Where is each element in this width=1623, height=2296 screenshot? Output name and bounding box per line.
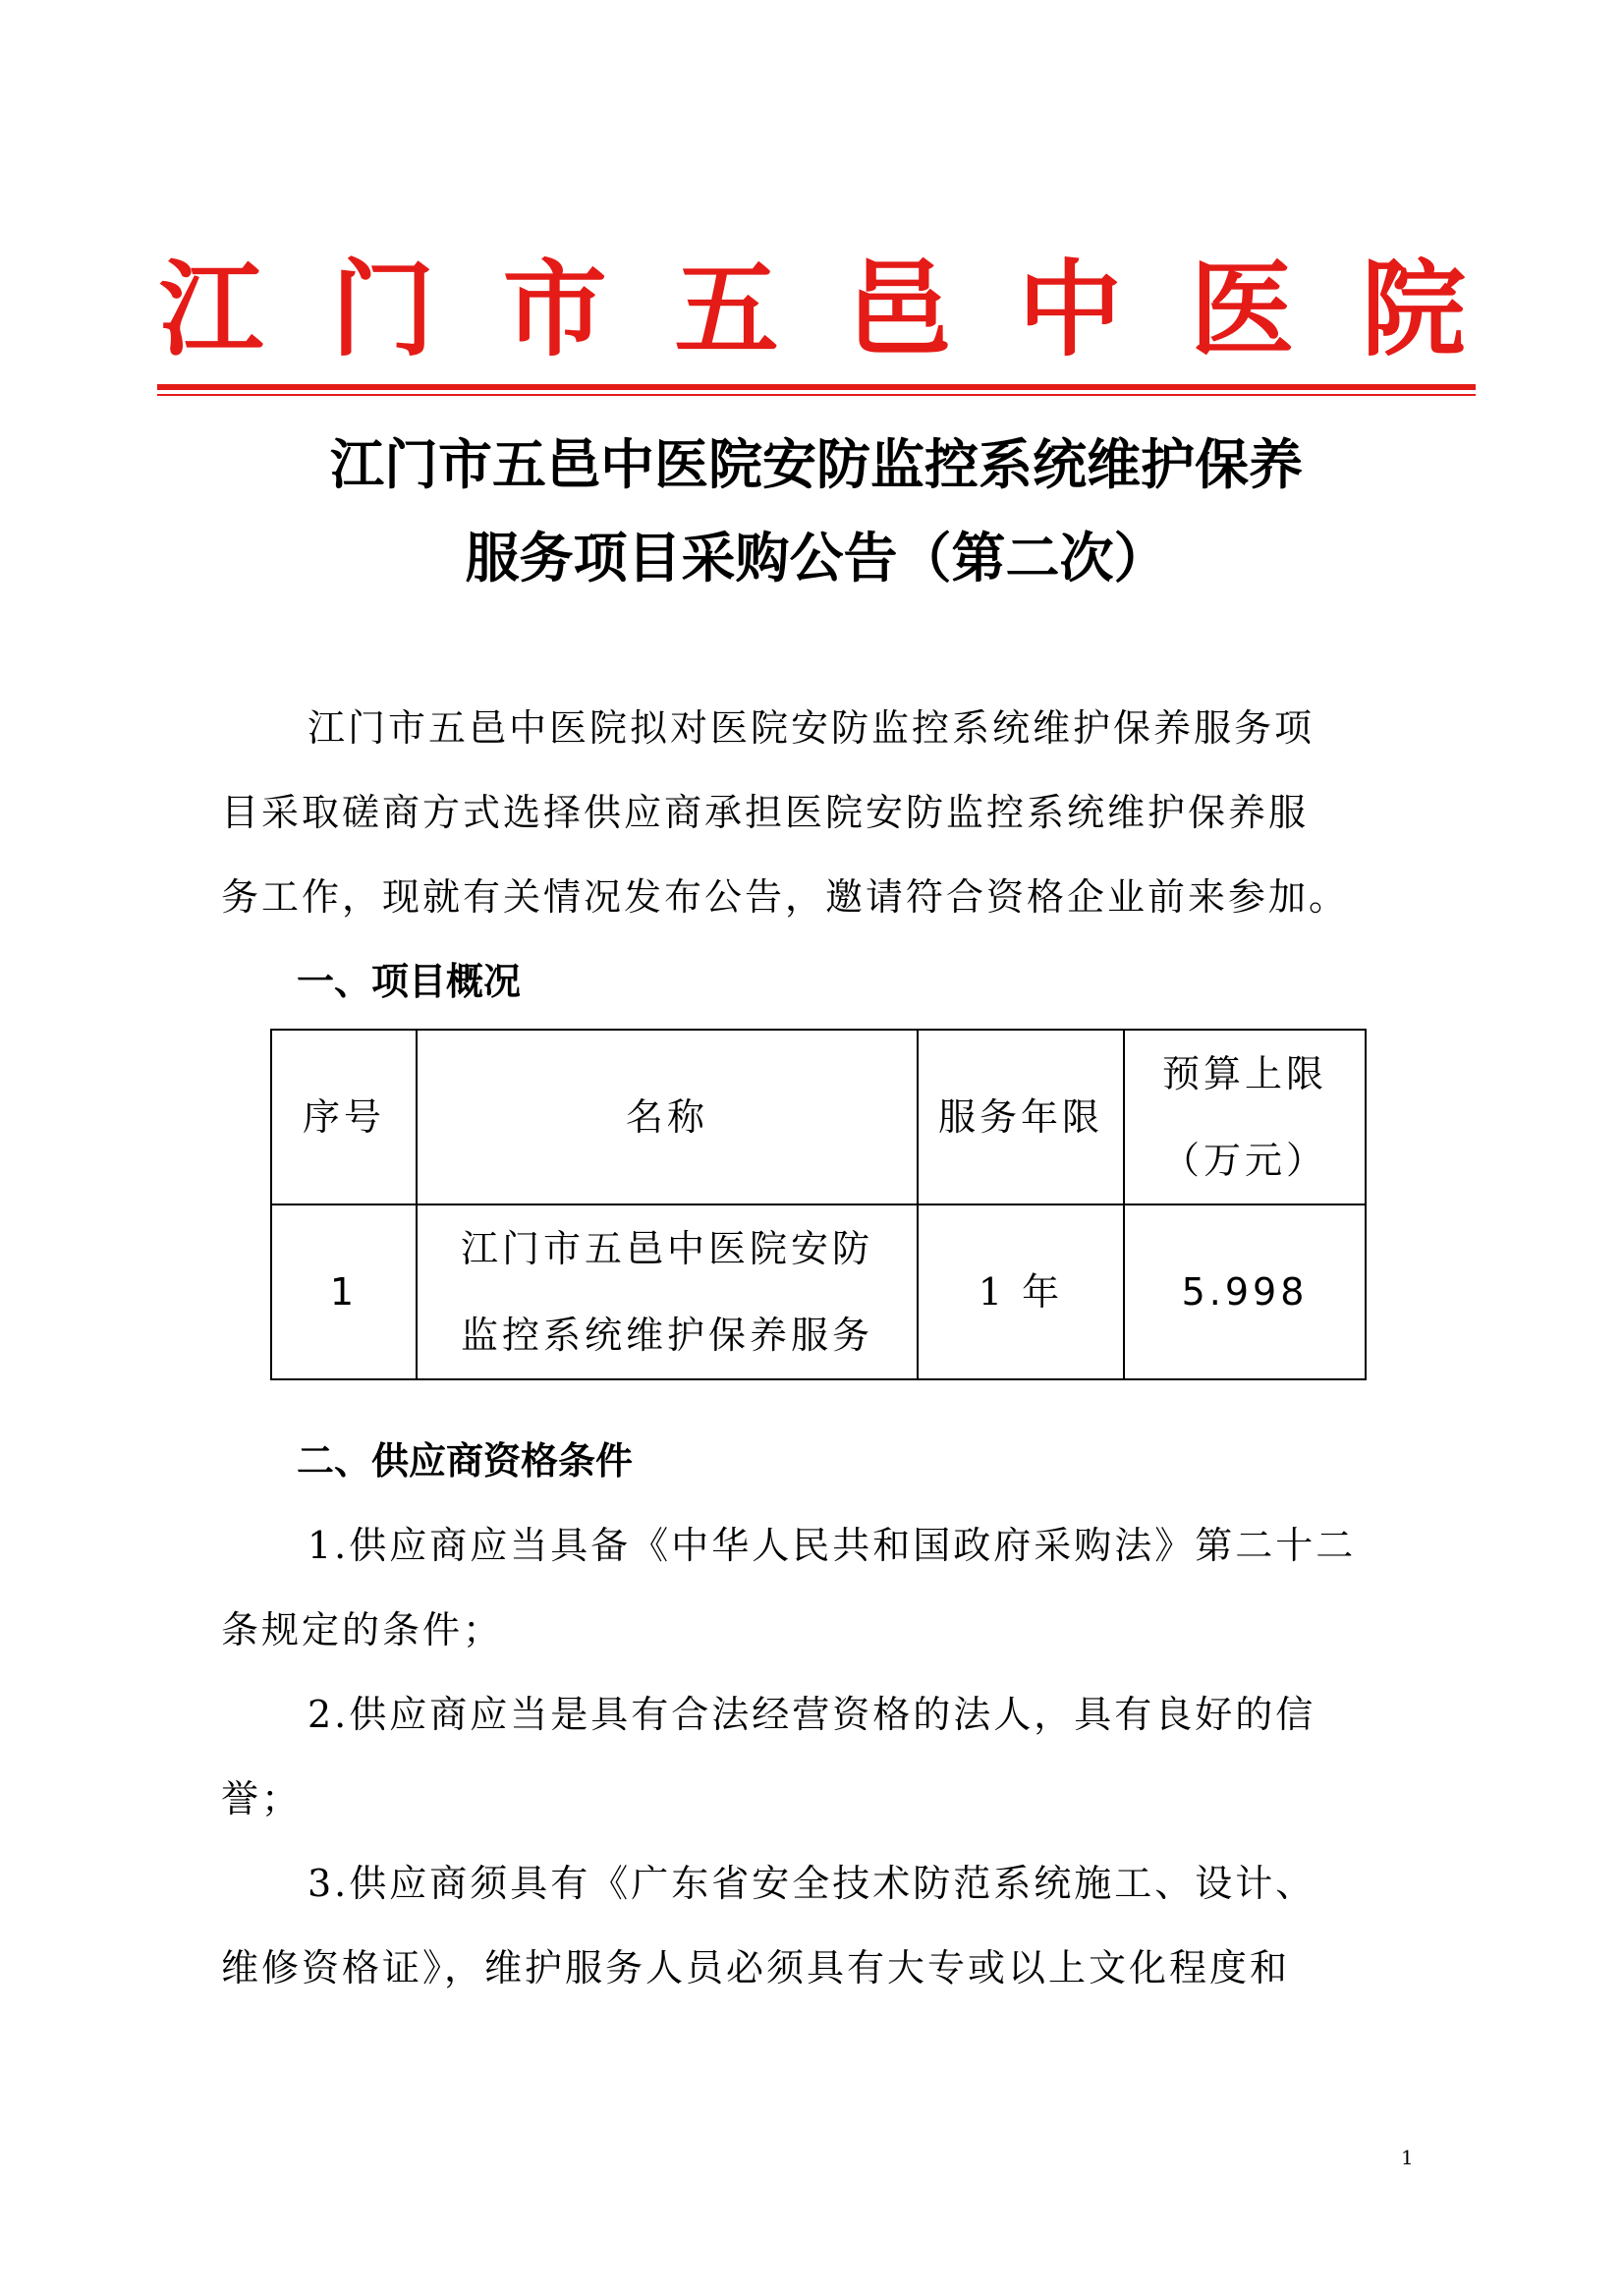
letterhead-char: 江 [159,248,263,370]
header-name: 名称 [417,1030,918,1204]
section-1-heading: 一、项目概况 [297,960,522,1003]
item-2-line-1: 2.供应商应当是具有合法经营资格的法人，具有良好的信 [308,1693,1316,1736]
document-title-line-1: 江门市五邑中医院安防监控系统维护保养 [329,432,1303,496]
cell-name-line-1: 江门市五邑中医院安防 [460,1227,873,1270]
table-row [271,1204,1366,1379]
letterhead-char: 五 [674,248,779,370]
item-2-line-2: 誉； [221,1777,303,1820]
item-3-line-2: 维修资格证》，维护服务人员必须具有大专或以上文化程度和 [221,1946,1291,1989]
item-1-line-2: 条规定的条件； [221,1608,504,1652]
header-seq: 序号 [271,1030,417,1204]
intro-line-3: 务工作，现就有关情况发布公告，邀请符合资格企业前来参加。 [221,875,1350,919]
cell-name [417,1204,918,1379]
cell-budget: 5.998 [1124,1204,1366,1379]
letterhead-char: 邑 [846,248,951,370]
letterhead [159,248,1466,370]
intro-line-1: 江门市五邑中医院拟对医院安防监控系统维护保养服务项 [308,706,1315,750]
intro-line-2: 目采取磋商方式选择供应商承担医院安防监控系统维护保养服 [221,791,1310,834]
page-number: 1 [1401,2146,1414,2169]
project-overview-table [270,1029,1367,1380]
letterhead-rule-thick [157,384,1476,390]
header-budget-line-1: 预算上限 [1161,1052,1327,1095]
header-budget [1124,1030,1366,1204]
letterhead-char: 医 [1190,248,1295,370]
letterhead-char: 院 [1361,248,1466,370]
header-term: 服务年限 [918,1030,1124,1204]
cell-seq: 1 [271,1204,417,1379]
document-title-line-2: 服务项目采购公告（第二次） [465,526,1168,589]
cell-name-line-2: 监控系统维护保养服务 [460,1314,873,1357]
table-header-row [271,1030,1366,1204]
letterhead-char: 门 [330,248,435,370]
letterhead-char: 中 [1018,248,1123,370]
cell-term: 1 年 [918,1204,1124,1379]
header-budget-line-2: （万元） [1161,1139,1327,1182]
item-3-line-1: 3.供应商须具有《广东省安全技术防范系统施工、设计、 [308,1862,1316,1905]
letterhead-char: 市 [502,248,607,370]
item-1-line-1: 1.供应商应当具备《中华人民共和国政府采购法》第二十二 [308,1524,1357,1567]
letterhead-rule-thin [157,394,1476,396]
section-2-heading: 二、供应商资格条件 [297,1439,634,1483]
